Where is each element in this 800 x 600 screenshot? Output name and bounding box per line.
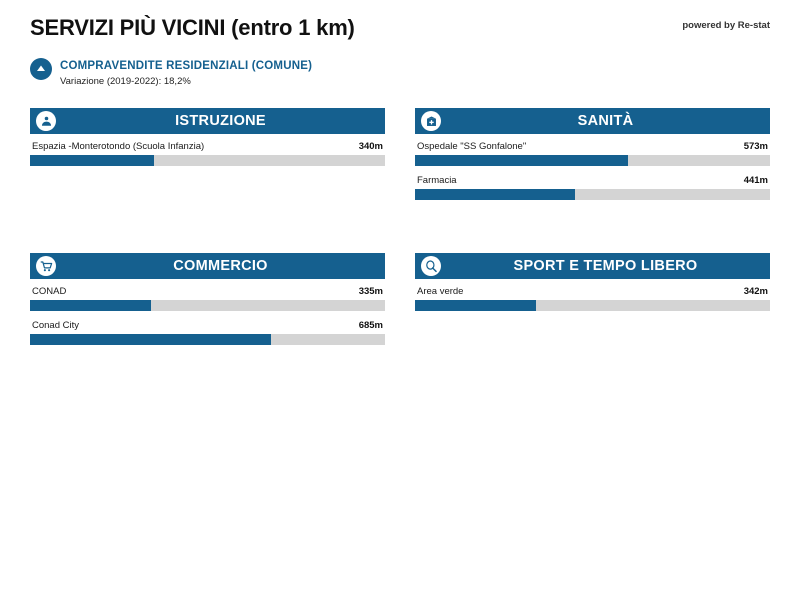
list-item — [30, 141, 385, 166]
subheader — [30, 58, 312, 88]
category-header — [30, 253, 385, 279]
item-value: 441m — [743, 175, 768, 186]
page-title: SERVIZI PIÙ VICINI (entro 1 km) — [30, 15, 355, 40]
item-value: 685m — [358, 320, 383, 331]
category-title: COMMERCIO — [173, 258, 268, 274]
subheader-subtitle: Variazione (2019-2022): 18,2% — [60, 76, 191, 87]
distance-bar-fill — [415, 300, 536, 311]
item-value: 342m — [743, 286, 768, 297]
category-items — [415, 141, 770, 200]
category-header — [415, 253, 770, 279]
category-card — [30, 253, 385, 354]
distance-bar-track — [30, 155, 385, 166]
category-title: SPORT E TEMPO LIBERO — [513, 258, 698, 274]
item-label: Espazia -Monterotondo (Scuola Infanzia) — [32, 141, 205, 152]
distance-bar-fill — [30, 334, 271, 345]
list-item — [415, 175, 770, 200]
item-label: Area verde — [417, 286, 464, 297]
category-header — [30, 108, 385, 134]
item-label: Conad City — [32, 320, 79, 331]
category-items — [415, 286, 770, 311]
category-items — [30, 286, 385, 345]
category-card — [415, 253, 770, 320]
distance-bar-track — [30, 300, 385, 311]
subheader-title: COMPRAVENDITE RESIDENZIALI (COMUNE) — [60, 60, 313, 72]
item-label: CONAD — [32, 286, 67, 297]
item-value: 573m — [743, 141, 768, 152]
distance-bar-track — [415, 300, 770, 311]
shopping-cart-icon — [36, 256, 56, 276]
list-item — [415, 141, 770, 166]
item-value: 335m — [358, 286, 383, 297]
distance-bar-fill — [30, 155, 154, 166]
triangle-up-circle-icon — [30, 58, 52, 80]
distance-bar-fill — [415, 189, 575, 200]
category-items — [30, 141, 385, 166]
distance-bar-fill — [30, 300, 151, 311]
hospital-icon — [421, 111, 441, 131]
item-label: Ospedale "SS Gonfalone" — [417, 141, 527, 152]
school-icon — [36, 111, 56, 131]
distance-bar-fill — [415, 155, 628, 166]
item-value: 340m — [358, 141, 383, 152]
item-label: Farmacia — [417, 175, 457, 186]
distance-bar-track — [30, 334, 385, 345]
page-header — [30, 14, 770, 50]
category-title: ISTRUZIONE — [175, 113, 266, 129]
list-item — [30, 286, 385, 311]
category-header — [415, 108, 770, 134]
category-title: SANITÀ — [577, 113, 634, 129]
tennis-racket-icon — [421, 256, 441, 276]
category-card — [415, 108, 770, 209]
distance-bar-track — [415, 189, 770, 200]
list-item — [30, 320, 385, 345]
distance-bar-track — [415, 155, 770, 166]
powered-by-label: powered by Re-stat — [682, 20, 770, 31]
list-item — [415, 286, 770, 311]
category-card — [30, 108, 385, 175]
